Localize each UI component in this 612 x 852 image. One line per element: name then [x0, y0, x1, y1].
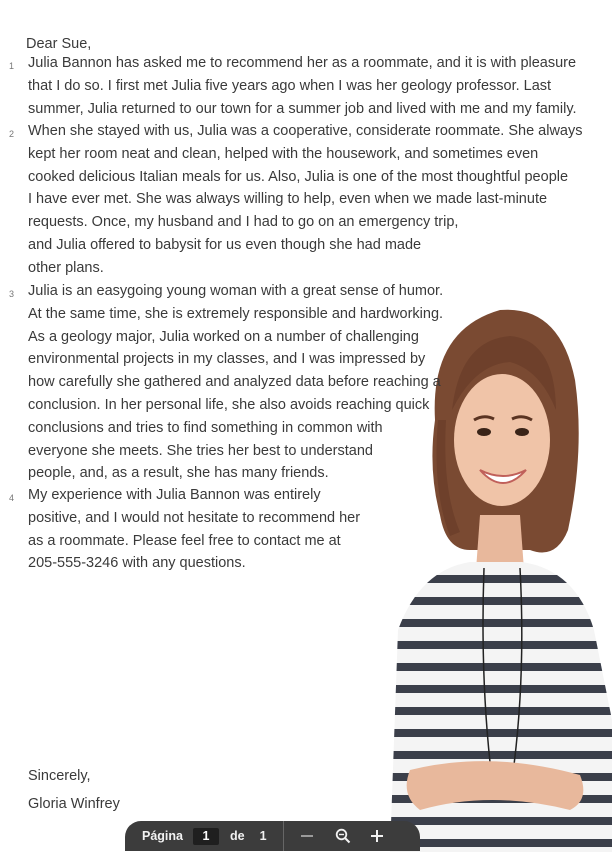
text-line: everyone she meets. She tries her best to understand [28, 442, 373, 459]
salutation: Dear Sue, [26, 36, 92, 52]
text-line: and Julia offered to babysit for us even though she had made [28, 236, 422, 253]
zoom-out-button[interactable] [294, 823, 320, 849]
text-line: Julia Bannon has asked me to recommend her as a roommate, and it is with pleasure [28, 55, 577, 71]
current-page-input[interactable]: 1 [193, 828, 219, 845]
of-label: de [230, 829, 245, 843]
paragraph-number: 2 [9, 129, 15, 139]
text-line: When she stayed with us, Julia was a cooperative, considerate roommate. She always [28, 123, 583, 139]
text-line: conclusions and tries to find something in common with [28, 419, 383, 436]
text-line: environmental projects in my classes, and I was impressed by [28, 351, 426, 368]
page-label: Página [142, 829, 183, 843]
text-line: Julia is an easygoing young woman with a great sense of humor. [28, 283, 444, 299]
text-line: people, and, as a result, she has many friends. [28, 465, 329, 482]
minus-icon [300, 829, 314, 843]
text-line: as a roommate. Please feel free to contact me at [28, 532, 341, 549]
zoom-icon [335, 828, 351, 844]
text-line: how carefully she gathered and analyzed data before reaching a [28, 374, 441, 391]
zoom-in-button[interactable] [364, 823, 390, 849]
text-line: conclusion. In her personal life, she also avoids reaching quick [28, 396, 430, 413]
text-line: As a geology major, Julia worked on a number of challenging [28, 328, 419, 345]
plus-icon [370, 829, 384, 843]
text-line: summer, Julia returned to our town for a summer job and lived with me and my family. [28, 100, 577, 117]
text-line: At the same time, she is extremely responsible and hardworking. [28, 305, 444, 322]
text-line: cooked delicious Italian meals for us. Also, Julia is one of the most thoughtful people [28, 168, 569, 185]
closing: Sincerely, [28, 768, 91, 784]
text-line: other plans. [28, 259, 104, 276]
zoom-button[interactable] [330, 823, 356, 849]
text-line: kept her room neat and clean, helped with the housework, and sometimes even [28, 145, 539, 162]
signature: Gloria Winfrey [28, 796, 120, 812]
paragraph-number: 3 [9, 289, 15, 299]
paragraph-3 [9, 280, 444, 485]
text-line: requests. Once, my husband and I had to go on an emergency trip, [28, 214, 459, 231]
paragraph-1 [9, 52, 577, 120]
text-line: 205-555-3246 with any questions. [28, 555, 246, 572]
text-line: I have ever met. She was always willing to help, even when we made last-minute [28, 191, 548, 208]
text-line: positive, and I would not hesitate to recommend her [28, 509, 361, 526]
paragraph-2 [9, 120, 583, 280]
toolbar-divider [283, 821, 284, 851]
paragraph-number: 1 [9, 61, 15, 71]
paragraph-number: 4 [9, 493, 15, 503]
pdf-toolbar [125, 821, 420, 851]
paragraph-4 [9, 484, 361, 575]
total-pages: 1 [259, 829, 267, 843]
text-line: that I do so. I first met Julia five years ago when I was her geology professor. Last [28, 77, 552, 94]
text-line: My experience with Julia Bannon was entirely [28, 487, 321, 503]
